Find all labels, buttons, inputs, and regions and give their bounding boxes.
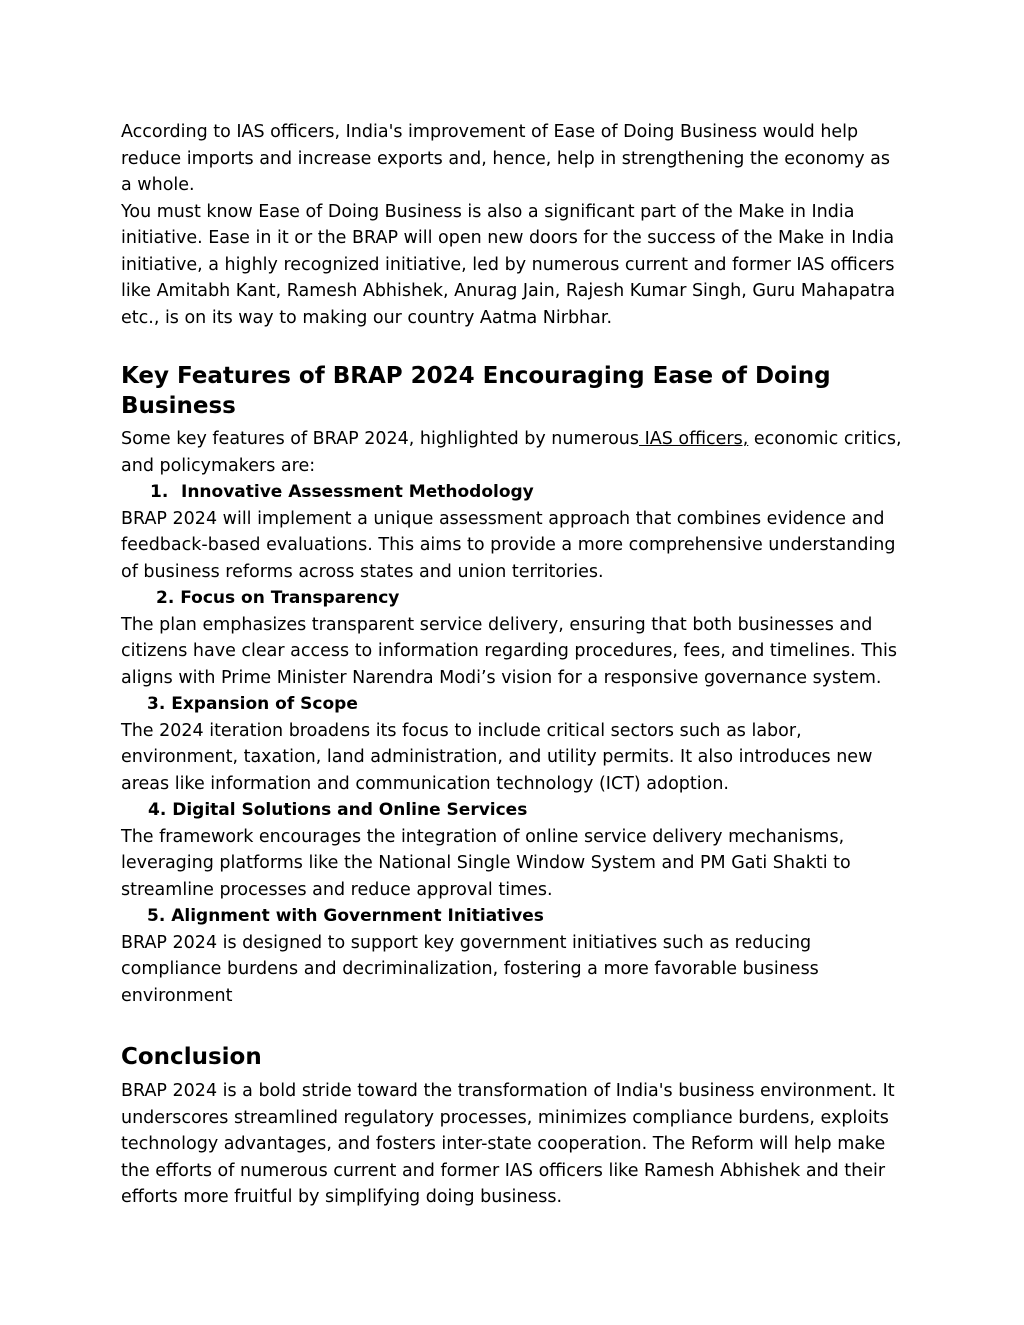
feature-5-body: BRAP 2024 is designed to support key government initiatives such as reducing compliance burdens and decriminalization, fostering a more favorable business environment — [121, 932, 819, 1006]
key-features-intro-end: economic critics, and policymakers are: — [121, 429, 902, 476]
feature-4-title-text: Digital Solutions and Online Services — [172, 800, 528, 820]
conclusion-heading: Conclusion — [121, 1044, 262, 1070]
ias-officers-link[interactable]: IAS officers, — [639, 429, 749, 449]
document-page — [121, 119, 906, 1211]
feature-1-title — [121, 479, 906, 506]
key-features-intro-start: Some key features of BRAP 2024, highlighted by numerous — [121, 429, 640, 449]
feature-5-title-text: Alignment with Government Initiatives — [171, 906, 544, 926]
feature-5-number: 5. — [147, 906, 166, 926]
feature-5-title — [121, 903, 906, 930]
feature-1-title-text: Innovative Assessment Methodology — [181, 482, 534, 502]
key-features-heading: Key Features of BRAP 2024 Encouraging Ease of Doing Business — [121, 363, 831, 419]
feature-1-number: 1. — [150, 482, 169, 502]
feature-4-number: 4. — [148, 800, 167, 820]
feature-2-number: 2. — [156, 588, 175, 608]
feature-3-body: The 2024 iteration broadens its focus to include critical sectors such as labor, environment, taxation, land administration, and utility permits. It also introduces new areas like information and communication technology (ICT) adoption. — [121, 720, 873, 794]
key-features-intro — [121, 426, 906, 479]
intro-paragraph-1: According to IAS officers, India's improvement of Ease of Doing Business would help reduce imports and increase exports and, hence, help in strengthening the economy as a whole. — [121, 122, 890, 195]
feature-4-title — [121, 797, 906, 824]
feature-3-title — [121, 691, 906, 718]
feature-4-body: The framework encourages the integration of online service delivery mechanisms, leveraging platforms like the National Single Window System and PM Gati Shakti to streamline processes and reduce approval times. — [121, 826, 851, 900]
feature-2-title-text: Focus on Transparency — [180, 588, 400, 608]
feature-3-number: 3. — [147, 694, 166, 714]
feature-2-body: The plan emphasizes transparent service delivery, ensuring that both businesses and citizens have clear access to information regarding procedures, fees, and timelines. This aligns with Prime Minister Narendra Modi’s vision for a responsive governance system. — [121, 614, 897, 688]
feature-2-title — [121, 585, 906, 612]
feature-3-title-text: Expansion of Scope — [171, 694, 358, 714]
conclusion-body: BRAP 2024 is a bold stride toward the transformation of India's business environment. It underscores streamlined regulatory processes, minimizes compliance burdens, exploits technology advantages, and fosters inter-state cooperation. The Reform will help make the efforts of numerous current and former IAS officers like Ramesh Abhishek and their efforts more fruitful by simplifying doing business. — [121, 1081, 895, 1207]
intro-paragraph-2: You must know Ease of Doing Business is also a significant part of the Make in India initiative. Ease in it or the BRAP will open new doors for the success of the Make in India initiative, a highly recognized initiative, led by numerous current and former IAS officers like Amitabh Kant, Ramesh Abhishek, Anurag Jain, Rajesh Kumar Singh, Guru Mahapatra etc., is on its way to making our country Aatma Nirbhar. — [121, 201, 896, 328]
feature-1-body: BRAP 2024 will implement a unique assessment approach that combines evidence and feedback-based evaluations. This aims to provide a more comprehensive understanding of business reforms across states and union territories. — [121, 508, 896, 582]
